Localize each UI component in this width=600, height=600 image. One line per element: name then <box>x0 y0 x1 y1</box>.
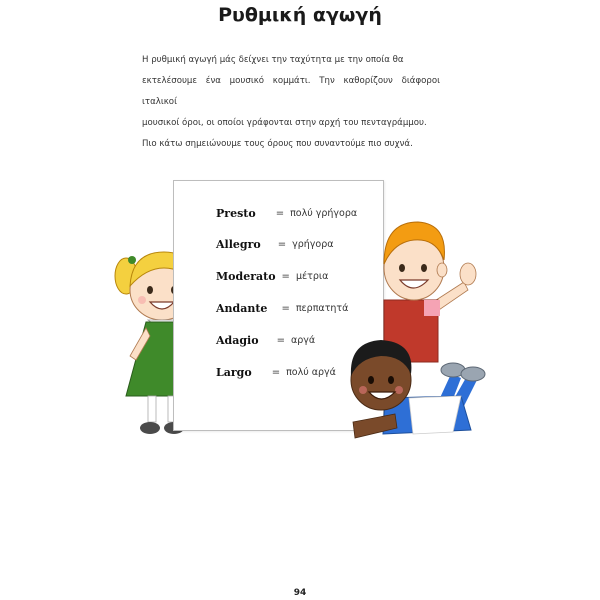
term-row <box>216 234 334 254</box>
term-name: Adagio <box>216 333 259 347</box>
intro-line: εκτελέσουμε ένα μουσικό κομμάτι. Την καθορίζουν διάφοροι ιταλικοί <box>142 76 440 107</box>
term-row <box>216 330 315 350</box>
equals-sign: = <box>281 302 290 314</box>
term-name: Largo <box>216 365 252 379</box>
term-meaning: γρήγορα <box>292 238 334 250</box>
term-meaning: περπατητά <box>295 302 349 314</box>
term-name: Presto <box>216 206 256 220</box>
equals-sign: = <box>281 270 290 282</box>
equals-sign: = <box>277 238 287 250</box>
term-meaning: πολύ αργά <box>286 366 336 378</box>
equals-sign: = <box>276 334 285 346</box>
term-name: Allegro <box>216 237 261 251</box>
term-meaning: αργά <box>290 334 316 346</box>
intro-paragraph <box>142 50 440 155</box>
term-row <box>216 298 348 318</box>
term-meaning: πολύ γρήγορα <box>290 207 358 219</box>
term-name: Andante <box>216 301 268 315</box>
term-row <box>216 362 336 382</box>
lying-boy-illustration <box>343 318 488 453</box>
intro-line: μουσικοί όροι, οι οποίοι γράφονται στην αρχή του πενταγράμμου. <box>142 118 427 128</box>
intro-line: Πιο κάτω σημειώνουμε τους όρους που συναντούμε πιο συχνά. <box>142 139 413 149</box>
equals-sign: = <box>275 207 285 219</box>
page-number: 94 <box>293 588 307 598</box>
term-meaning: μέτρια <box>295 270 329 282</box>
term-row <box>216 203 357 223</box>
equals-sign: = <box>271 366 281 378</box>
term-row <box>216 266 328 286</box>
term-name: Moderato <box>216 269 276 283</box>
page-title: Ρυθμική αγωγή <box>218 4 382 26</box>
intro-line: Η ρυθμική αγωγή μάς δείχνει την ταχύτητα με την οποία θα <box>142 55 404 65</box>
